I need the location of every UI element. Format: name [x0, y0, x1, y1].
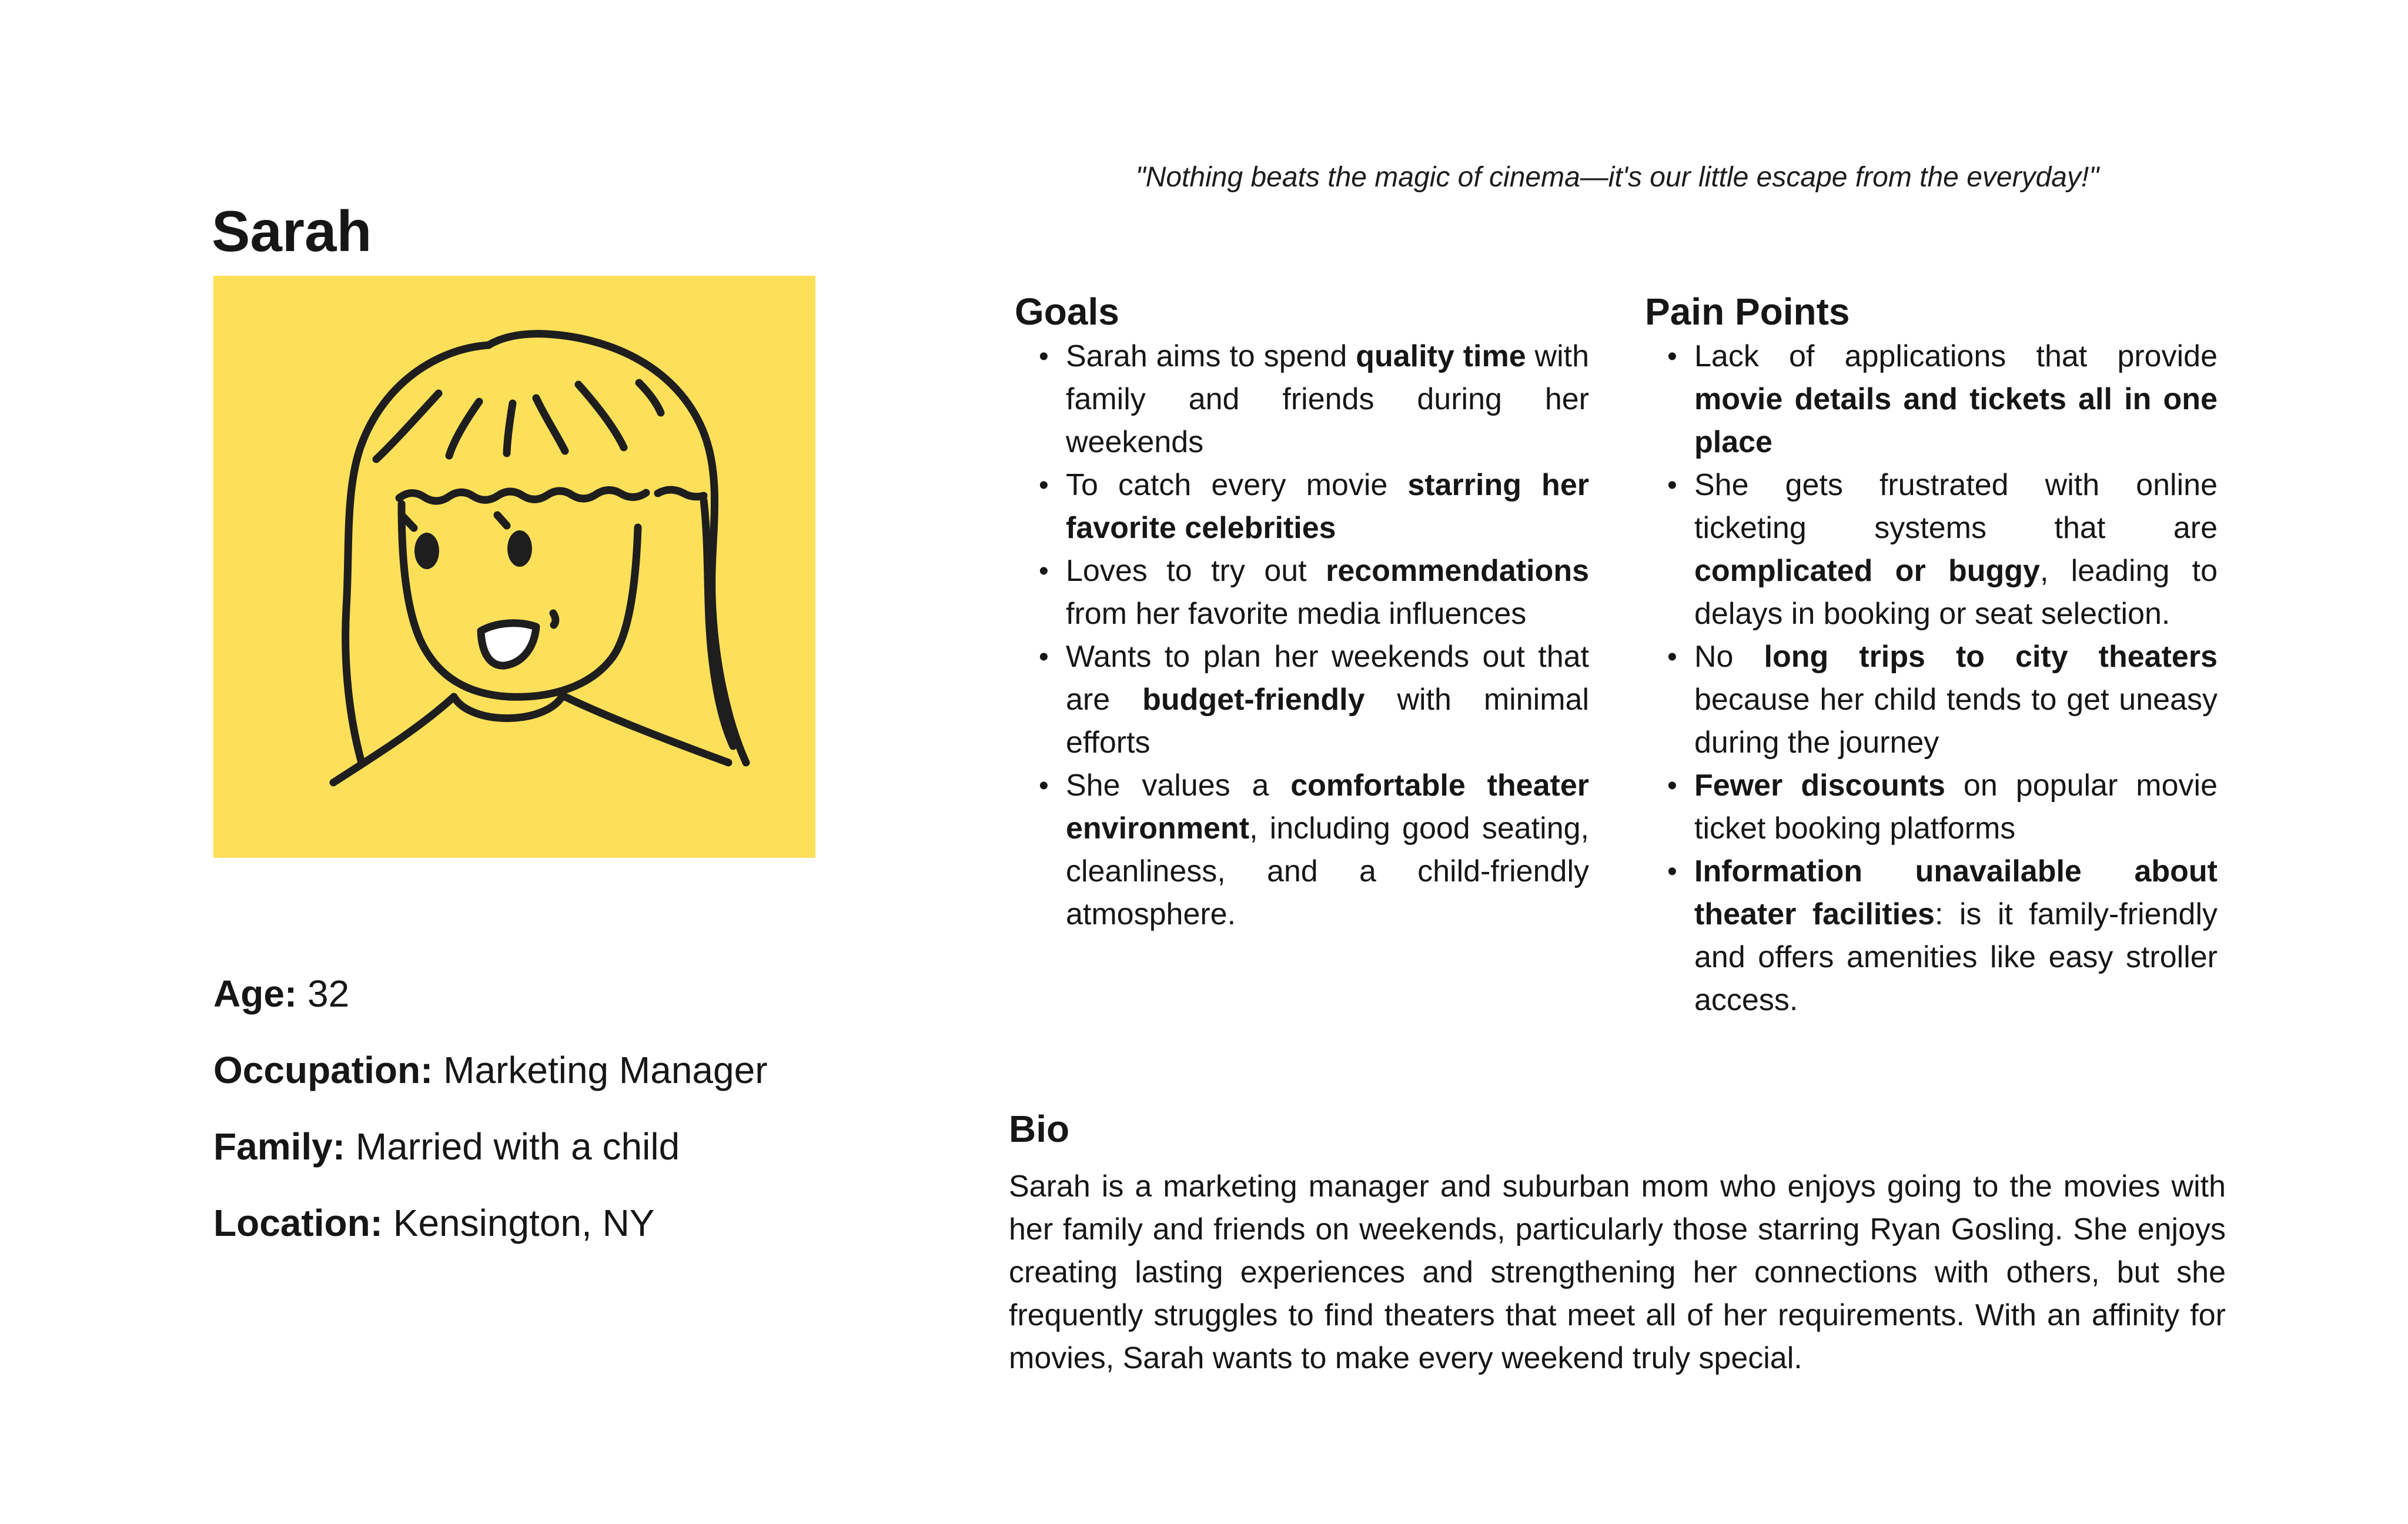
pain-points-list: [1645, 335, 2218, 1022]
cheek-tick: [553, 613, 556, 625]
bullet-item: • Lack of applications that provide movie details and tickets all in one place: [1694, 335, 2218, 464]
right-eye: [507, 530, 532, 567]
bullet-item: • Information unavailable about theater facilities: is it family-friendly and offers amenities like easy stroller access.: [1694, 850, 2218, 1022]
persona-details: [213, 971, 948, 1277]
detail-label: Family:: [213, 1125, 346, 1168]
detail-row: [213, 1201, 948, 1245]
detail-label: Age:: [213, 972, 297, 1015]
detail-value: Kensington, NY: [382, 1202, 655, 1244]
detail-label: Occupation:: [213, 1049, 433, 1091]
bullet-item: • Loves to try out recommendations from her favorite media influences: [1066, 550, 1589, 636]
persona-avatar: [213, 276, 815, 858]
goals-list: [1015, 335, 1589, 936]
detail-row: [213, 1124, 948, 1169]
detail-row: [213, 971, 948, 1016]
avatar-background: [213, 276, 815, 858]
detail-value: Married with a child: [345, 1125, 680, 1168]
pain-points-heading: Pain Points: [1645, 290, 1850, 333]
persona-name: Sarah: [212, 198, 372, 263]
bio-text: Sarah is a marketing manager and suburban mom who enjoys going to the movies with her family and friends on weekends, particularly those starring Ryan Gosling. She enjoys creating lasting experiences and strengthening her connections with others, but she frequently struggles to find theaters that meet all of her requirements. With an affinity for movies, Sarah wants to make every weekend truly special.: [1009, 1169, 2226, 1375]
detail-label: Location:: [213, 1202, 383, 1244]
persona-quote: "Nothing beats the magic of cinema—it's our little escape from the everyday!": [1135, 162, 2099, 193]
detail-row: [213, 1048, 948, 1092]
bullet-item: • Fewer discounts on popular movie ticket booking platforms: [1694, 764, 2218, 850]
bullet-item: • She values a comfortable theater environment, including good seating, cleanliness, and a child-friendly atmosphere.: [1066, 764, 1589, 936]
bio-heading: Bio: [1009, 1108, 1070, 1151]
bullet-item: • To catch every movie starring her favorite celebrities: [1066, 464, 1589, 550]
detail-value: Marketing Manager: [433, 1049, 768, 1091]
left-eye: [414, 533, 439, 569]
avatar-illustration: [213, 276, 815, 858]
detail-value: 32: [297, 972, 350, 1015]
bullet-item: • Wants to plan her weekends out that are budget-friendly with minimal efforts: [1066, 636, 1589, 764]
goals-heading: Goals: [1015, 290, 1119, 333]
bullet-item: • No long trips to city theaters because her child tends to get uneasy during the journey: [1694, 636, 2218, 764]
bullet-item: • Sarah aims to spend quality time with family and friends during her weekends: [1066, 335, 1589, 464]
bullet-item: • She gets frustrated with online ticketing systems that are complicated or buggy, leading to delays in booking or seat selection.: [1694, 464, 2218, 636]
